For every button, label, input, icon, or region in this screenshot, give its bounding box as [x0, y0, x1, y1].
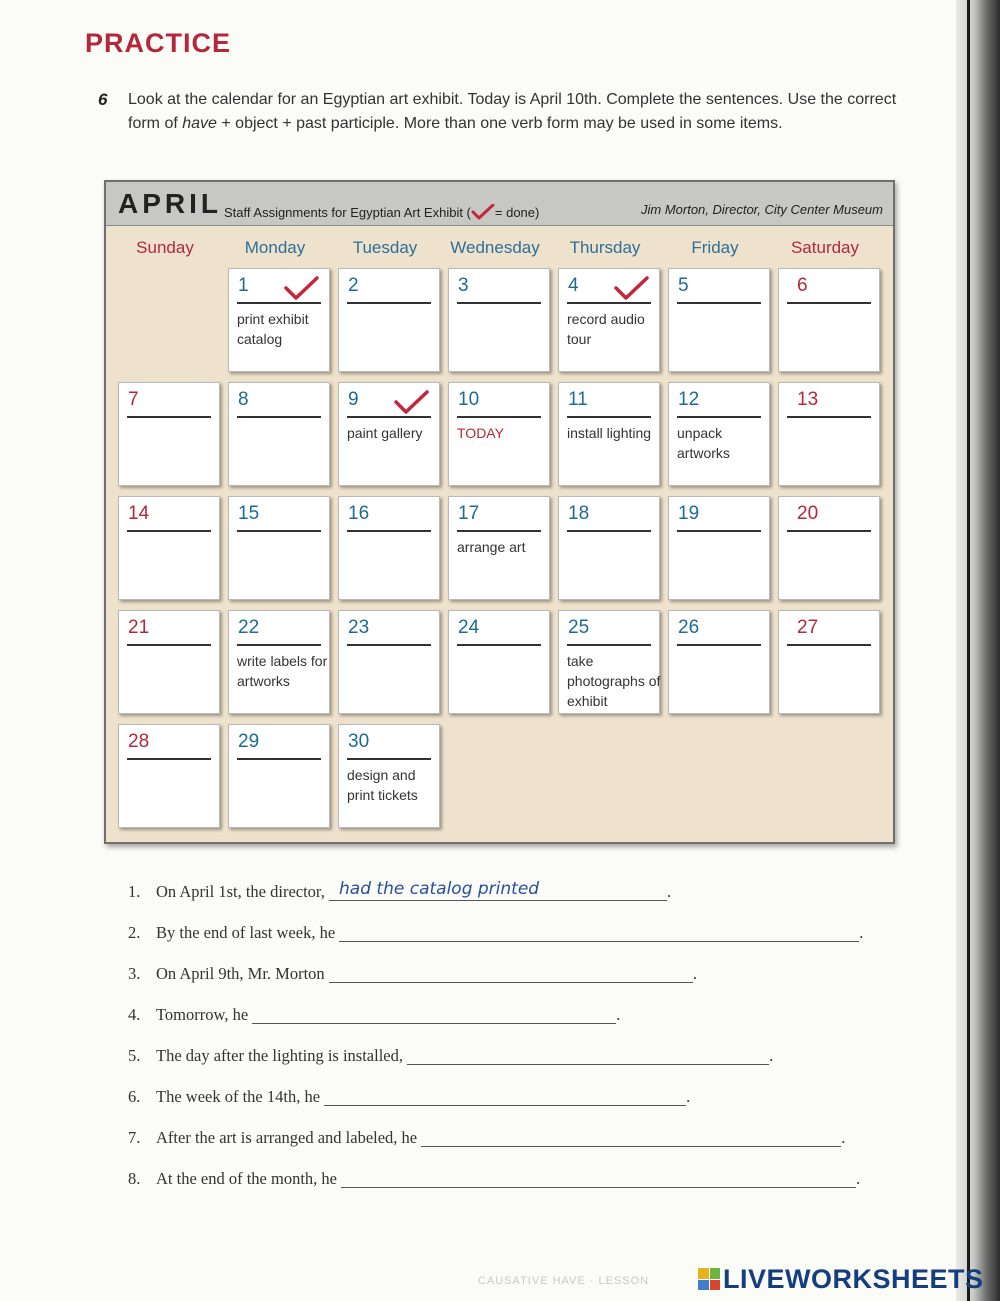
logo-square — [698, 1268, 709, 1279]
calendar-day-18 — [558, 496, 660, 600]
exercise-number: 1. — [128, 882, 141, 901]
calendar-day-8 — [228, 382, 330, 486]
sentence-end: . — [686, 1087, 691, 1106]
calendar-day-14 — [118, 496, 220, 600]
calendar-day-12 — [668, 382, 770, 486]
answer-field[interactable] — [407, 1047, 769, 1065]
exercise-number: 5. — [128, 1046, 141, 1065]
exercise-prompt: The week of the 14th, he — [156, 1087, 321, 1106]
done-checkmark-icon — [613, 275, 649, 301]
calendar-day-23 — [338, 610, 440, 714]
dayname-saturday: Saturday — [790, 238, 860, 257]
section-heading: PRACTICE — [85, 28, 232, 58]
done-checkmark-icon — [283, 275, 319, 301]
calendar-day-1 — [228, 268, 330, 372]
instructions-part1: Look at the calendar for an Egyptian art exhibit. Today is April 10th. Complete the sentences. Use the correct form of — [128, 91, 897, 132]
day-number: 22 — [238, 617, 260, 638]
calendar-day-26 — [668, 610, 770, 714]
day-rule — [567, 416, 651, 418]
calendar-day-28 — [118, 724, 220, 828]
day-number: 5 — [678, 275, 689, 296]
day-number: 27 — [797, 617, 819, 638]
calendar-day-27 — [778, 610, 880, 714]
calendar-day-17 — [448, 496, 550, 600]
day-rule — [127, 758, 211, 760]
exercise-number: 2. — [128, 923, 141, 942]
answer-field[interactable] — [329, 965, 693, 983]
calendar-day-13 — [778, 382, 880, 486]
sentence-end: . — [859, 923, 864, 942]
dayname-tuesday: Tuesday — [352, 238, 418, 257]
day-number: 29 — [238, 731, 260, 752]
book-binding-line — [967, 0, 970, 1301]
exercise-number: 4. — [128, 1005, 141, 1024]
day-rule — [347, 416, 431, 418]
calendar-day-25 — [558, 610, 660, 714]
exercise-item — [128, 1169, 860, 1199]
day-rule — [567, 302, 651, 304]
answer-field[interactable] — [339, 924, 859, 942]
exercise-prompt: At the end of the month, he — [156, 1169, 338, 1188]
day-number: 26 — [678, 617, 700, 638]
exercise-number: 6. — [128, 1087, 141, 1106]
calendar-day-4 — [558, 268, 660, 372]
sentence-end: . — [856, 1169, 861, 1188]
exercise-item — [128, 964, 697, 994]
day-rule — [127, 530, 211, 532]
day-number: 19 — [678, 503, 700, 524]
calendar-director: Jim Morton, Director, City Center Museum — [640, 202, 883, 217]
day-rule — [787, 530, 871, 532]
sentence-end: . — [769, 1046, 774, 1065]
exercise-number: 6 — [98, 90, 108, 109]
day-number: 6 — [797, 275, 808, 296]
exercise-prompt: On April 1st, the director, — [156, 882, 325, 901]
calendar-day-30 — [338, 724, 440, 828]
exercise-number: 3. — [128, 964, 141, 983]
brand-text: LIVEWORKSHEETS — [723, 1263, 984, 1294]
task-label: record audio tour — [567, 311, 645, 347]
day-rule — [127, 416, 211, 418]
day-rule — [237, 758, 321, 760]
calendar-day-5 — [668, 268, 770, 372]
day-number: 4 — [568, 275, 579, 296]
day-number: 30 — [348, 731, 370, 752]
calendar-day-21 — [118, 610, 220, 714]
day-rule — [787, 416, 871, 418]
sentence-end: . — [692, 964, 697, 983]
dayname-wednesday: Wednesday — [450, 238, 540, 257]
sentence-end: . — [667, 882, 672, 901]
calendar-month: APRIL — [118, 188, 222, 219]
today-label: TODAY — [457, 425, 504, 441]
day-rule — [677, 644, 761, 646]
liveworksheets-logo-icon — [698, 1268, 720, 1290]
day-number: 17 — [458, 503, 480, 524]
day-rule — [457, 530, 541, 532]
sentence-end: . — [841, 1128, 846, 1147]
calendar-day-3 — [448, 268, 550, 372]
exercise-prompt: The day after the lighting is installed, — [156, 1046, 403, 1065]
day-rule — [677, 416, 761, 418]
calendar-day-2 — [338, 268, 440, 372]
day-rule — [237, 530, 321, 532]
logo-square — [710, 1280, 721, 1291]
dayname-monday: Monday — [244, 238, 306, 257]
day-number: 7 — [128, 389, 139, 410]
calendar-day-19 — [668, 496, 770, 600]
task-label: paint gallery — [347, 425, 423, 441]
calendar-day-7 — [118, 382, 220, 486]
day-rule — [347, 758, 431, 760]
calendar-subtitle-after: = done) — [494, 205, 540, 220]
day-number: 23 — [348, 617, 370, 638]
calendar-day-10 — [448, 382, 550, 486]
exercise-item — [128, 923, 863, 953]
task-label: print exhibit catalog — [237, 311, 309, 347]
calendar-day-29 — [228, 724, 330, 828]
day-number: 12 — [678, 389, 700, 410]
day-rule — [127, 644, 211, 646]
day-rule — [457, 644, 541, 646]
dayname-sunday: Sunday — [136, 238, 194, 257]
day-rule — [237, 644, 321, 646]
calendar-day-6 — [778, 268, 880, 372]
day-rule — [347, 302, 431, 304]
day-rule — [677, 530, 761, 532]
day-number: 10 — [458, 389, 480, 410]
day-number: 8 — [238, 389, 249, 410]
day-number: 3 — [458, 275, 469, 296]
exercise-number: 8. — [128, 1169, 141, 1188]
calendar — [104, 180, 895, 844]
dayname-friday: Friday — [691, 238, 739, 257]
exercise-item — [128, 1046, 773, 1076]
footer-faded-text: CAUSATIVE HAVE · LESSON — [478, 1275, 650, 1287]
answer-field[interactable] — [329, 879, 667, 901]
answer-text: had the catalog printed — [339, 879, 540, 899]
logo-square — [710, 1268, 721, 1279]
day-number: 21 — [128, 617, 150, 638]
task-label: unpack artworks — [677, 425, 730, 461]
calendar-header — [106, 182, 893, 226]
day-rule — [457, 302, 541, 304]
day-number: 18 — [568, 503, 590, 524]
dayname-thursday: Thursday — [569, 238, 641, 257]
calendar-subtitle — [224, 204, 539, 220]
calendar-day-15 — [228, 496, 330, 600]
day-rule — [787, 644, 871, 646]
task-label: take photographs of exhibit — [567, 653, 661, 709]
day-number: 16 — [348, 503, 370, 524]
day-rule — [567, 530, 651, 532]
answer-field[interactable] — [341, 1170, 856, 1188]
calendar-day-20 — [778, 496, 880, 600]
liveworksheets-brand — [698, 1264, 984, 1294]
sentence-end: . — [616, 1005, 621, 1024]
exercise-prompt: On April 9th, Mr. Morton — [156, 964, 325, 983]
task-label: write labels for artworks — [237, 653, 328, 689]
exercise-number: 7. — [128, 1128, 141, 1147]
day-rule — [457, 416, 541, 418]
checkmark-icon — [471, 204, 495, 220]
task-label: design and print tickets — [347, 767, 418, 803]
calendar-day-11 — [558, 382, 660, 486]
day-number: 13 — [797, 389, 819, 410]
exercise-prompt: By the end of last week, he — [156, 923, 336, 942]
calendar-day-9 — [338, 382, 440, 486]
day-number: 2 — [348, 275, 359, 296]
day-rule — [787, 302, 871, 304]
exercise-item — [128, 1087, 690, 1117]
calendar-day-16 — [338, 496, 440, 600]
answer-field[interactable] — [421, 1129, 841, 1147]
day-number: 20 — [797, 503, 819, 524]
exercise-item — [128, 1005, 620, 1035]
exercise-item — [128, 879, 672, 912]
day-number: 28 — [128, 731, 150, 752]
instructions — [128, 88, 898, 136]
instructions-have-word: have — [182, 115, 217, 132]
day-number: 25 — [568, 617, 590, 638]
task-label: arrange art — [457, 539, 526, 555]
instructions-part2: + object + past participle. More than one verb form may be used in some items. — [216, 115, 783, 132]
day-rule — [347, 530, 431, 532]
day-rule — [567, 644, 651, 646]
logo-square — [698, 1280, 709, 1291]
day-rule — [347, 644, 431, 646]
answer-field[interactable] — [324, 1088, 686, 1106]
day-number: 9 — [348, 389, 359, 410]
exercise-prompt: After the art is arranged and labeled, he — [156, 1128, 418, 1147]
task-label: install lighting — [567, 425, 652, 441]
day-rule — [237, 416, 321, 418]
day-number: 24 — [458, 617, 480, 638]
book-spine-shadow — [956, 0, 1000, 1301]
calendar-day-24 — [448, 610, 550, 714]
calendar-subtitle-before: Staff Assignments for Egyptian Art Exhibit ( — [224, 205, 471, 220]
calendar-day-22 — [228, 610, 330, 714]
day-number: 15 — [238, 503, 260, 524]
day-number: 14 — [128, 503, 150, 524]
exercise-item — [128, 1128, 845, 1158]
day-number: 11 — [568, 389, 588, 410]
done-checkmark-icon — [393, 389, 429, 415]
day-rule — [677, 302, 761, 304]
day-rule — [237, 302, 321, 304]
answer-field[interactable] — [252, 1006, 616, 1024]
day-number: 1 — [238, 275, 249, 296]
exercise-prompt: Tomorrow, he — [156, 1005, 249, 1024]
